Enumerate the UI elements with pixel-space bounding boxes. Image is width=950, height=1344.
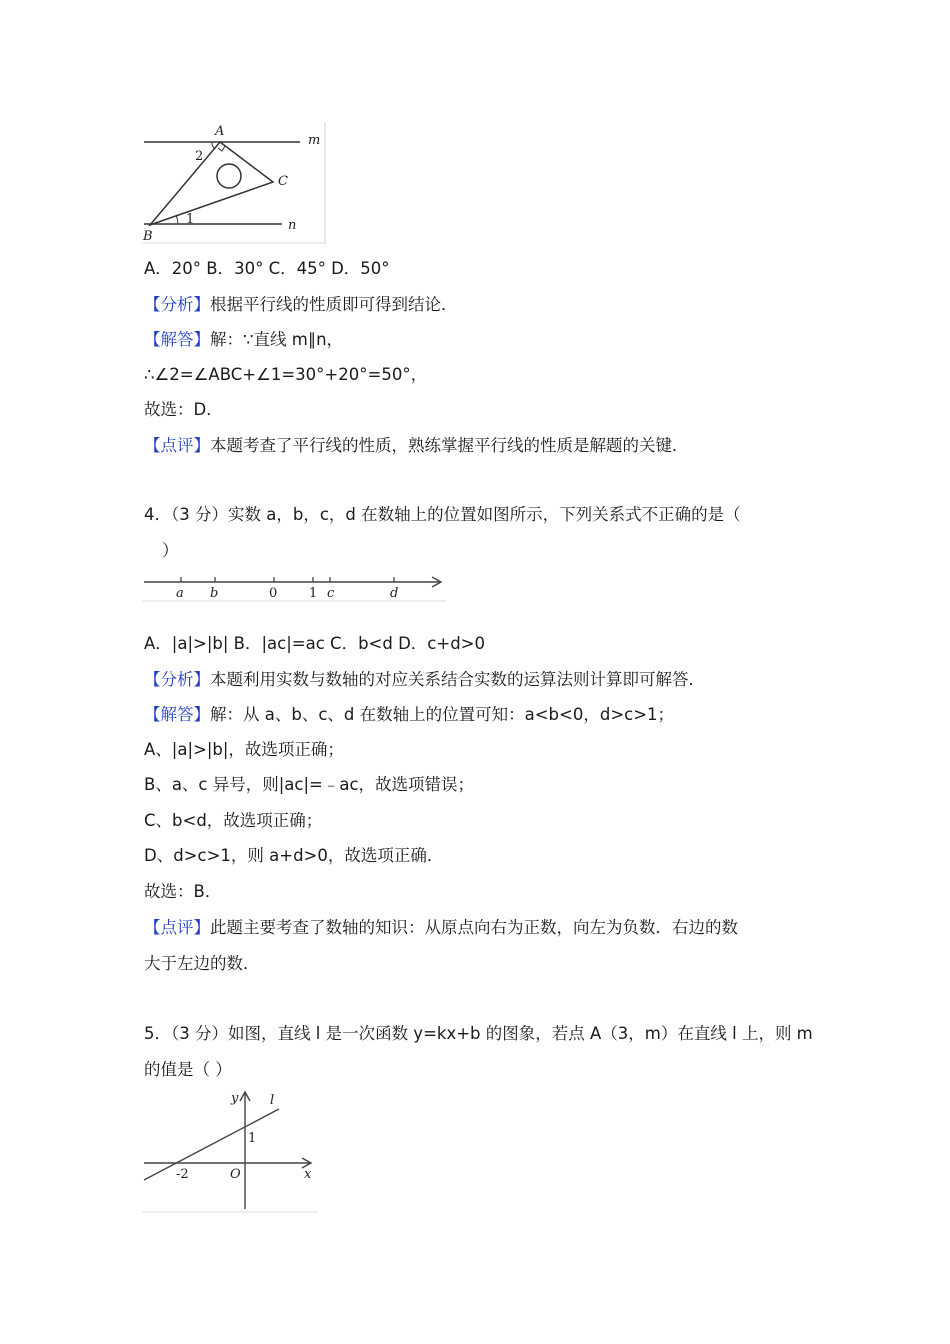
- analysis-tag: 【分析】: [144, 295, 210, 314]
- q5-stem-end: 的值是（ ）: [144, 1060, 232, 1079]
- q3-comment: 【点评】本题考查了平行线的性质，熟练掌握平行线的性质是解题的关键．: [144, 436, 689, 455]
- q4-number-line: [142, 570, 446, 602]
- q4-stem-end: ）: [162, 541, 179, 560]
- angle-1-arc: [176, 215, 178, 224]
- q3-figure-svg: [142, 122, 326, 244]
- graph-label-l: l: [270, 1093, 275, 1108]
- axis-label-d: d: [390, 586, 399, 601]
- line-l: [144, 1109, 279, 1180]
- graph-label-origin: O: [230, 1167, 241, 1182]
- q4-number-line-svg: [142, 570, 446, 602]
- q4-answer: 故选：B．: [144, 882, 222, 901]
- q4-option-d-check: D、d>c>1，则 a+d>0，故选项正确．: [144, 846, 444, 865]
- hole-circle: [217, 164, 241, 188]
- triangle-abc: [150, 142, 273, 225]
- label-1: 1: [186, 212, 195, 227]
- analysis-tag: 【分析】: [144, 670, 210, 689]
- axis-label-b: b: [210, 586, 219, 601]
- q3-triangle-figure: [142, 122, 326, 244]
- axis-label-0: 0: [269, 586, 278, 601]
- label-n: n: [288, 218, 297, 233]
- solution-tag: 【解答】: [144, 705, 210, 724]
- solution-tag: 【解答】: [144, 330, 210, 349]
- label-C: C: [278, 174, 288, 189]
- q3-answer: 故选：D．: [144, 400, 223, 419]
- q3-solution: 【解答】解：∵直线 m∥n，: [144, 330, 344, 349]
- q4-analysis: 【分析】本题利用实数与数轴的对应关系结合实数的运算法则计算即可解答．: [144, 670, 705, 689]
- q4-solution: 【解答】解：从 a、b、c、d 在数轴上的位置可知：a<b<0，d>c>1；: [144, 705, 675, 724]
- label-B: B: [143, 229, 153, 244]
- q4-option-a-check: A、|a|>|b|，故选项正确；: [144, 740, 344, 759]
- comment-tag: 【点评】: [144, 436, 210, 455]
- graph-label-1: 1: [248, 1131, 257, 1146]
- label-m: m: [308, 133, 321, 148]
- q5-stem: 5．（3 分）如图，直线 l 是一次函数 y=kx+b 的图象，若点 A（3，m）在直线 l 上，则 m: [144, 1024, 813, 1043]
- q5-graph-svg: [142, 1087, 318, 1213]
- q4-option-b-check: B、a、c 异号，则|ac|=﹣ac，故选项错误；: [144, 775, 475, 794]
- angle-2-arc: [212, 142, 215, 149]
- comment-tag: 【点评】: [144, 918, 210, 937]
- graph-label-minus-2: -2: [176, 1167, 189, 1182]
- q3-options: A．20° B．30° C．45° D．50°: [144, 259, 390, 278]
- q4-stem: 4．（3 分）实数 a，b，c，d 在数轴上的位置如图所示，下列关系式不正确的是（: [144, 505, 741, 524]
- q4-options: A．|a|>|b| B．|ac|=ac C．b<d D．c+d>0: [144, 634, 485, 653]
- q4-option-c-check: C、b<d，故选项正确；: [144, 811, 323, 830]
- q4-comment: 【点评】此题主要考查了数轴的知识：从原点向右为正数，向左为负数．右边的数: [144, 918, 738, 937]
- right-angle-mark: [218, 146, 225, 151]
- label-A: A: [215, 124, 225, 139]
- axis-label-1: 1: [309, 586, 318, 601]
- q3-solution-step: ∴∠2=∠ABC+∠1=30°+20°=50°，: [144, 365, 428, 384]
- graph-label-y: y: [231, 1091, 239, 1106]
- q5-linear-graph: [142, 1087, 318, 1213]
- graph-label-x: x: [304, 1167, 312, 1182]
- q4-comment-cont: 大于左边的数．: [144, 954, 260, 973]
- axis-label-a: a: [176, 586, 184, 601]
- axis-label-c: c: [327, 586, 335, 601]
- q3-analysis: 【分析】根据平行线的性质即可得到结论．: [144, 295, 458, 314]
- label-2: 2: [195, 149, 204, 164]
